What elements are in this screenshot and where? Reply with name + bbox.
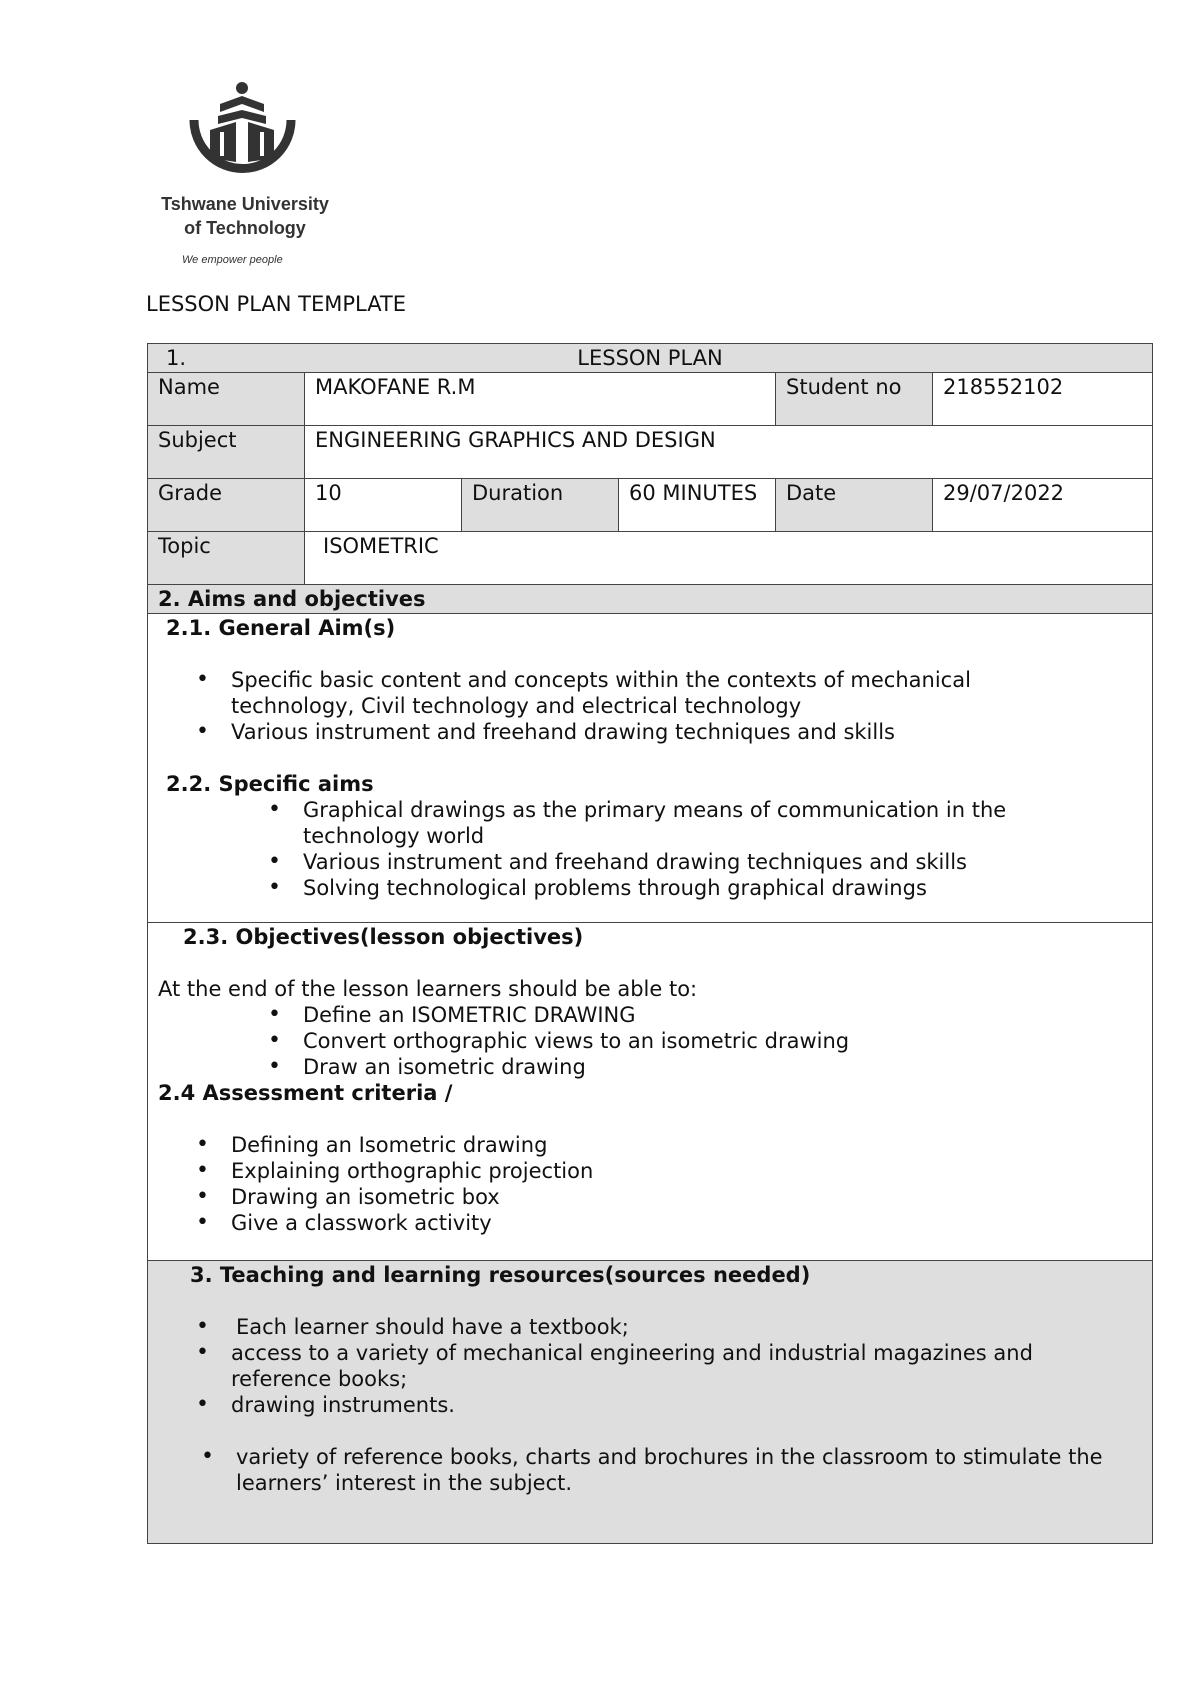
name-row: [148, 373, 1153, 426]
list-item: • Give a classwork activity: [231, 1210, 1152, 1236]
date-value: 29/07/2022: [933, 479, 1153, 532]
university-tagline: We empower people: [182, 254, 283, 266]
objectives-intro: At the end of the lesson learners should be able to:: [158, 977, 698, 1001]
name-value: MAKOFANE R.M: [305, 373, 776, 426]
topic-value: ISOMETRIC: [305, 532, 1153, 585]
section2-header-row: [148, 585, 1153, 614]
aims-row: [148, 614, 1153, 923]
subject-label: Subject: [148, 426, 305, 479]
objectives-row: [148, 923, 1153, 1261]
grade-value: 10: [305, 479, 462, 532]
assessment-list: [148, 1132, 1152, 1236]
university-logo: [145, 82, 335, 272]
university-emblem-icon: [180, 82, 305, 192]
grade-label: Grade: [148, 479, 305, 532]
list-item: • Draw an isometric drawing: [303, 1054, 1152, 1080]
name-label: Name: [148, 373, 305, 426]
subject-row: [148, 426, 1153, 479]
topic-label: Topic: [148, 532, 305, 585]
assessment-heading: 2.4 Assessment criteria /: [158, 1081, 453, 1105]
list-item: • Explaining orthographic projection: [231, 1158, 1152, 1184]
specific-aims-list: [148, 797, 1152, 901]
list-item: • Solving technological problems through graphical drawings: [303, 875, 1092, 901]
list-item: • Graphical drawings as the primary means of communication in the technology world: [303, 797, 1092, 849]
general-aims-heading: 2.1. General Aim(s): [166, 616, 396, 640]
list-item: • access to a variety of mechanical engineering and industrial magazines and reference books;: [231, 1340, 1092, 1392]
subject-value: ENGINEERING GRAPHICS AND DESIGN: [305, 426, 1153, 479]
duration-label: Duration: [462, 479, 619, 532]
list-item: • Each learner should have a textbook;: [231, 1314, 1092, 1340]
university-name-line2: of Technology: [184, 218, 306, 238]
aims-heading: 2. Aims and objectives: [148, 585, 1153, 614]
list-item: • drawing instruments.: [231, 1392, 1092, 1418]
list-item: • Various instrument and freehand drawing techniques and skills: [303, 849, 1092, 875]
resources-heading: 3. Teaching and learning resources(sources needed): [190, 1263, 811, 1287]
list-item: • Convert orthographic views to an isometric drawing: [303, 1028, 1152, 1054]
student-no-label: Student no: [776, 373, 933, 426]
resources-row: [148, 1261, 1153, 1544]
list-item: • Defining an Isometric drawing: [231, 1132, 1152, 1158]
list-item: • Drawing an isometric box: [231, 1184, 1152, 1210]
resources-list: [148, 1314, 1152, 1418]
grade-row: [148, 479, 1153, 532]
section1-number: 1.: [166, 346, 187, 370]
date-label: Date: [776, 479, 933, 532]
section1-title: LESSON PLAN: [577, 346, 723, 370]
document-title: LESSON PLAN TEMPLATE: [146, 292, 407, 316]
university-name-line1: Tshwane University: [161, 194, 329, 214]
specific-aims-heading: 2.2. Specific aims: [166, 772, 374, 796]
objectives-heading: 2.3. Objectives(lesson objectives): [183, 925, 584, 949]
student-no-value: 218552102: [933, 373, 1153, 426]
topic-row: [148, 532, 1153, 585]
list-item: • Define an ISOMETRIC DRAWING: [303, 1002, 1152, 1028]
objectives-list: [148, 1002, 1152, 1080]
resources-extra-list: [148, 1444, 1152, 1496]
section1-header-row: [148, 344, 1153, 373]
list-item: • Various instrument and freehand drawing techniques and skills: [231, 719, 1052, 745]
list-item: • Specific basic content and concepts within the contexts of mechanical technology, Civil technology and electrical technology: [231, 667, 1052, 719]
lesson-plan-table: [147, 343, 1153, 1544]
list-item: • variety of reference books, charts and brochures in the classroom to stimulate the learners’ interest in the subject.: [236, 1444, 1122, 1496]
duration-value: 60 MINUTES: [619, 479, 776, 532]
general-aims-list: [148, 667, 1152, 745]
